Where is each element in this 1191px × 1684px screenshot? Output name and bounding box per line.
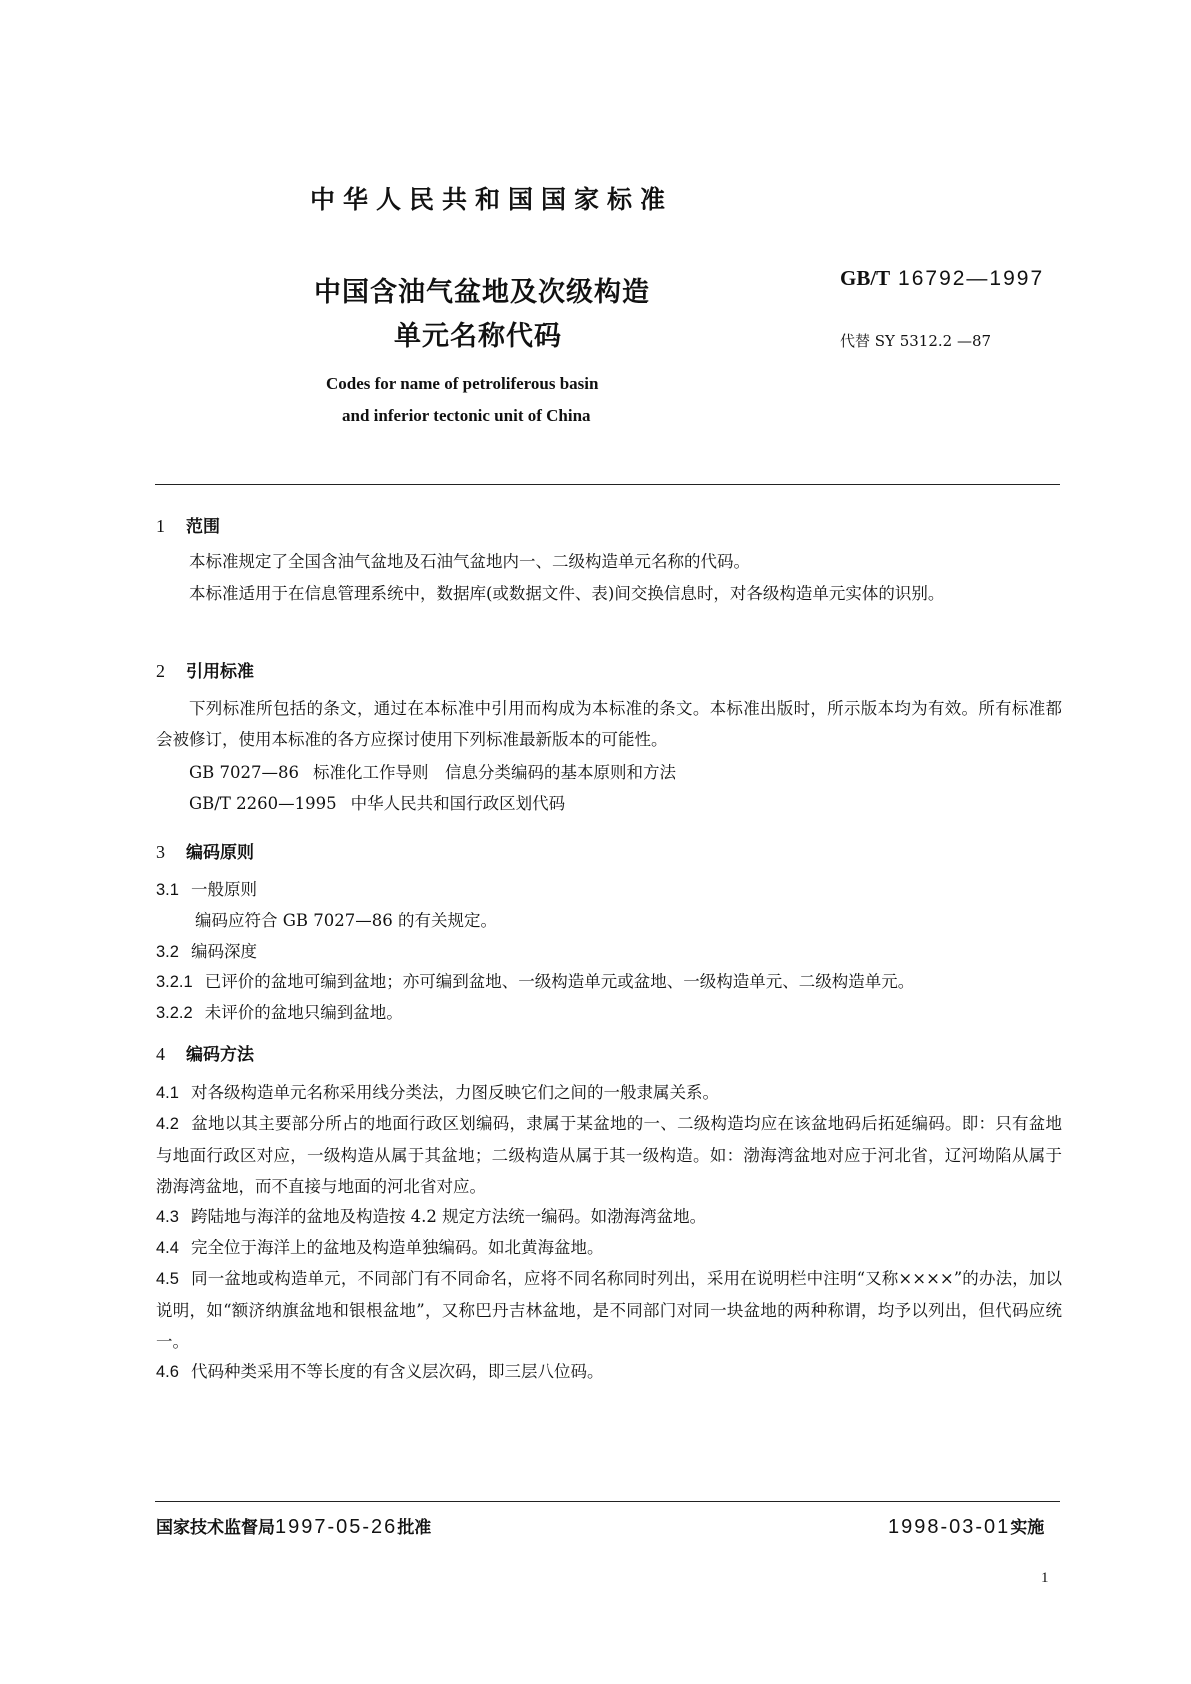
clause-text: 盆地以其主要部分所占的地面行政区划编码，隶属于某盆地的一、二级构造均应在该盆地码后拓延编码。即：只有盆地与地面行政区对应，一级构造从属于其盆地；二级构造从属于其一级构造。如：渤海湾盆地对应于河北省，辽河坳陷从属于渤海湾盆地，而不直接与地面的河北省对应。 xyxy=(156,1114,1062,1196)
effective-date: 1998-03-01 xyxy=(888,1516,1011,1538)
clause-3-2-1 xyxy=(156,968,914,992)
section-number: 4 xyxy=(156,1044,165,1064)
section-1-heading xyxy=(156,512,220,537)
clause-number: 4.3 xyxy=(156,1208,179,1226)
section-1-paragraph-1: 本标准规定了全国含油气盆地及石油气盆地内一、二级构造单元名称的代码。 xyxy=(189,552,750,571)
bottom-divider xyxy=(155,1501,1060,1502)
issuer: 国家技术监督局 xyxy=(156,1518,275,1538)
standard-code xyxy=(840,266,1044,291)
section-number: 2 xyxy=(156,661,165,681)
clause-number: 3.2.1 xyxy=(156,973,193,991)
clause-number: 3.2 xyxy=(156,943,179,961)
page-number: 1 xyxy=(1041,1570,1049,1586)
reference-code: GB/T 2260—1995 xyxy=(189,794,337,813)
clause-text: 完全位于海洋上的盆地及构造单独编码。如北黄海盆地。 xyxy=(190,1238,604,1257)
issue-date: 1997-05-26 xyxy=(275,1516,398,1538)
clause-4-2 xyxy=(156,1108,1062,1202)
reference-code: GB 7027—86 xyxy=(189,763,300,782)
clause-number: 4.1 xyxy=(156,1084,179,1102)
clause-4-4 xyxy=(156,1232,1062,1264)
clause-number: 3.2.2 xyxy=(156,1004,193,1022)
section-title: 范围 xyxy=(186,517,220,537)
effective-statement xyxy=(888,1513,1044,1539)
clause-text: 跨陆地与海洋的盆地及构造按 4.2 规定方法统一编码。如渤海湾盆地。 xyxy=(190,1207,707,1226)
clause-text: 对各级构造单元名称采用线分类法，力图反映它们之间的一般隶属关系。 xyxy=(190,1083,719,1102)
clause-text: 未评价的盆地只编到盆地。 xyxy=(204,1003,403,1022)
clause-title: 一般原则 xyxy=(190,880,257,899)
section-2-heading xyxy=(156,657,254,682)
section-number: 3 xyxy=(156,842,165,862)
standard-code-prefix: GB/T xyxy=(840,266,891,290)
reference-title: 中华人民共和国行政区划代码 xyxy=(350,794,566,813)
english-title-line-2: and inferior tectonic unit of China xyxy=(342,406,591,425)
clause-text: 已评价的盆地可编到盆地；亦可编到盆地、一级构造单元或盆地、一级构造单元、二级构造单元。 xyxy=(204,972,915,991)
clause-4-1 xyxy=(156,1077,1062,1109)
clause-number: 3.1 xyxy=(156,881,179,899)
section-number: 1 xyxy=(156,516,165,536)
effective-suffix: 实施 xyxy=(1010,1518,1045,1538)
standard-type-heading: 中华人民共和国国家标准 xyxy=(310,185,674,214)
clause-4-3 xyxy=(156,1201,1062,1233)
section-title: 引用标准 xyxy=(186,662,254,682)
clause-number: 4.4 xyxy=(156,1239,179,1257)
title-line-2: 单元名称代码 xyxy=(394,321,562,352)
english-title-line-1: Codes for name of petroliferous basin xyxy=(326,374,599,393)
section-2-paragraph-1: 下列标准所包括的条文，通过在本标准中引用而构成为本标准的条文。本标准出版时，所示版本均为有效。所有标准都会被修订，使用本标准的各方应探讨使用下列标准最新版本的可能性。 xyxy=(156,699,1062,749)
clause-number: 4.6 xyxy=(156,1363,179,1381)
clause-number: 4.5 xyxy=(156,1270,179,1288)
clause-text: 代码种类采用不等长度的有含义层次码，即三层八位码。 xyxy=(190,1362,604,1381)
section-title: 编码原则 xyxy=(186,843,254,863)
section-1-paragraph-2: 本标准适用于在信息管理系统中，数据库(或数据文件、表)间交换信息时，对各级构造单元实体的识别。 xyxy=(189,584,945,603)
clause-3-1 xyxy=(156,876,257,900)
section-3-heading xyxy=(156,838,254,863)
standard-code-number: 16792—1997 xyxy=(898,267,1045,290)
clause-text: 同一盆地或构造单元，不同部门有不同命名，应将不同名称同时列出，采用在说明栏中注明“又称××××”的办法，加以说明，如“额济纳旗盆地和银根盆地”，又称巴丹吉林盆地，是不同部门对同一块盆地的两种称谓，均予以列出，但代码应统一。 xyxy=(156,1269,1062,1351)
clause-3-2 xyxy=(156,938,257,962)
clause-4-5 xyxy=(156,1263,1062,1357)
reference-2 xyxy=(189,790,565,814)
section-4-heading xyxy=(156,1040,254,1065)
clause-title: 编码深度 xyxy=(190,942,257,961)
issue-statement xyxy=(156,1513,431,1539)
section-title: 编码方法 xyxy=(186,1045,254,1065)
clause-3-1-text: 编码应符合 GB 7027—86 的有关规定。 xyxy=(195,911,498,930)
reference-title: 标准化工作导则 信息分类编码的基本原则和方法 xyxy=(313,763,677,782)
top-divider xyxy=(155,484,1060,485)
issue-suffix: 批准 xyxy=(397,1518,432,1538)
clause-number: 4.2 xyxy=(156,1115,179,1133)
clause-3-2-2 xyxy=(156,999,403,1023)
title-line-1: 中国含油气盆地及次级构造 xyxy=(314,277,650,308)
replaces-note: 代替 SY 5312.2 —87 xyxy=(840,332,992,350)
reference-1 xyxy=(189,759,676,783)
clause-4-6 xyxy=(156,1356,1062,1388)
